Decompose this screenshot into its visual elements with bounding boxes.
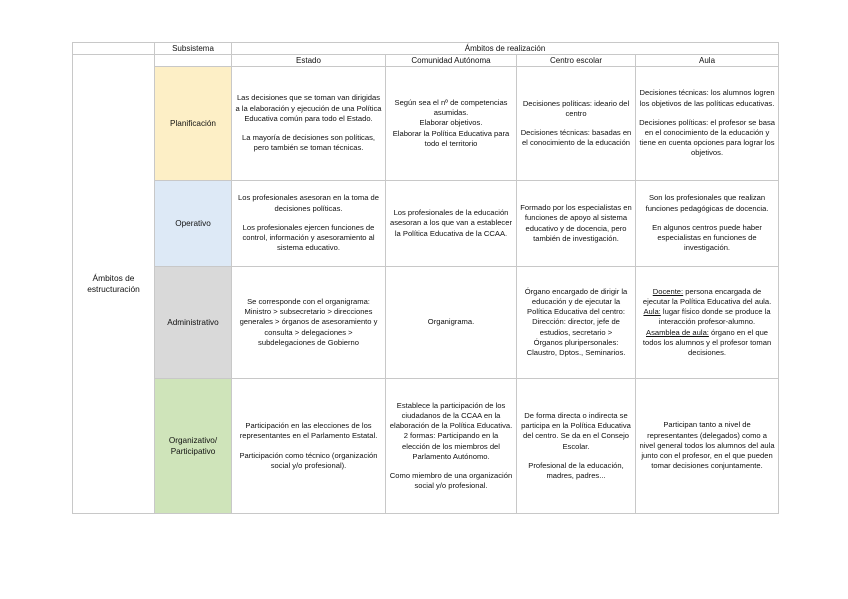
cell-text: Formado por los especialistas en funciones de apoyo al sistema educativo y de docencia, pero también de investigación. (520, 203, 632, 243)
cell-planificacion-aula (636, 67, 779, 181)
ambitos-table (72, 42, 779, 514)
cell-text (639, 307, 775, 327)
cell-text: Profesional de la educación, madres, padres... (528, 460, 624, 480)
term-docente: Docente: (652, 286, 684, 296)
cell-text: Órgano encargado de dirigir la educación y de ejecutar la Política Educativa del centro: (524, 286, 628, 317)
header-subsistema: Subsistema (155, 43, 232, 55)
definition-aula: lugar físico donde se produce la interacción profesor-alumno. (658, 307, 771, 327)
cell-text: Elaborar objetivos. (419, 118, 483, 128)
header-comunidad: Comunidad Autónoma (386, 55, 517, 67)
header-centro: Centro escolar (517, 55, 636, 67)
cell-administrativo-comunidad (386, 267, 517, 379)
cell-text: Se corresponde con el organigrama: (247, 296, 370, 306)
cell-text (639, 287, 775, 307)
cell-text: Elaborar la Política Educativa para todo el territorio (392, 128, 510, 148)
cell-operativo-centro (517, 181, 636, 267)
cell-text (639, 328, 775, 359)
cell-text: Establece la participación de los ciudadanos de la CCAA en la elaboración de la Política Educativa. 2 formas: Participando en la elección de los miembros del Parlamento Autónomo. (389, 400, 513, 461)
row-label-operativo: Operativo (155, 181, 232, 267)
cell-text: En algunos centros puede haber especialistas en funciones de investigación. (652, 222, 762, 253)
cell-organizativo-aula (636, 379, 779, 514)
definition-asamblea: órgano en el que todos los alumnos y el profesor toman decisiones. (642, 327, 772, 357)
cell-text: Dirección: director, jefe de estudios, secretario > (532, 317, 620, 337)
cell-administrativo-centro (517, 267, 636, 379)
cell-text: Órganos pluripersonales: Claustro, Dptos., Seminarios. (526, 337, 626, 357)
cell-text: Participación como técnico (organización social y/o profesional). (239, 450, 378, 470)
cell-text: Participan tanto a nivel de representantes (delegados) como a nivel general todos los alumnos del aula junto con el profesor, en el que pueden tomar decisiones conjuntamente. (639, 420, 775, 471)
header-ambitos-realizacion: Ámbitos de realización (232, 43, 779, 55)
cell-operativo-aula (636, 181, 779, 267)
cell-text: Como miembro de una organización social y/o profesional. (389, 470, 513, 491)
cell-organizativo-centro (517, 379, 636, 514)
ambitos-estructuracion-label: Ámbitos de estructuración (73, 55, 155, 514)
cell-organizativo-estado (232, 379, 386, 514)
cell-operativo-estado (232, 181, 386, 267)
cell-text: Decisiones políticas: ideario del centro (522, 98, 630, 118)
row-label-administrativo: Administrativo (155, 267, 232, 379)
header-subsistema-empty (155, 55, 232, 67)
cell-text: Las decisiones que se toman van dirigidas a la elaboración y ejecución de una Política Educativa común para todo el Estado. (235, 93, 382, 123)
cell-organizativo-comunidad (386, 379, 517, 514)
cell-text: Organigrama. (427, 317, 475, 327)
cell-text: Decisiones técnicas: los alumnos logren los objetivos de las políticas educativas. (639, 88, 775, 108)
cell-text: De forma directa o indirecta se participa en la Política Educativa del centro. Se da en el Consejo Escolar. (521, 410, 631, 451)
cell-operativo-comunidad (386, 181, 517, 267)
cell-text: Ministro > subsecretario > direcciones generales > órganos de asesoramiento y consulta > delegaciones > subdelegaciones de Gobierno (239, 307, 378, 347)
cell-administrativo-aula (636, 267, 779, 379)
cell-planificacion-centro (517, 67, 636, 181)
cell-text: Decisiones políticas: el profesor se basa en el conocimiento de la educación y tiene en cuenta opciones para lograr los objetivos. (639, 117, 775, 158)
row-label-planificacion: Planificación (155, 67, 232, 181)
cell-text: Los profesionales asesoran en la toma de decisiones políticas. (238, 193, 379, 213)
definition-docente: persona encargada de ejecutar la Política Educativa del aula. (642, 286, 772, 306)
cell-text: Según sea el nº de competencias asumidas. (394, 97, 508, 118)
cell-text: La mayoría de decisiones son políticas, pero también se toman técnicas. (242, 133, 375, 153)
term-aula: Aula: (643, 307, 661, 317)
header-empty (73, 43, 155, 55)
cell-text: Participación en las elecciones de los representantes en el Parlamento Estatal. (239, 421, 378, 441)
row-label-organizativo: Organizativo/ Participativo (155, 379, 232, 514)
cell-text: Los profesionales de la educación asesoran a los que van a establecer la Política Educativa de la CCAA. (389, 208, 512, 238)
term-asamblea: Asamblea de aula: (646, 327, 709, 337)
header-estado: Estado (232, 55, 386, 67)
cell-planificacion-estado (232, 67, 386, 181)
cell-text: Decisiones técnicas: basadas en el conocimiento de la educación (520, 128, 632, 148)
cell-planificacion-comunidad (386, 67, 517, 181)
cell-text: Son los profesionales que realizan funciones pedagógicas de docencia. (645, 193, 769, 213)
header-aula: Aula (636, 55, 779, 67)
cell-text: Los profesionales ejercen funciones de control, información y asesoramiento al sistema educativo. (242, 222, 375, 253)
cell-administrativo-estado (232, 267, 386, 379)
